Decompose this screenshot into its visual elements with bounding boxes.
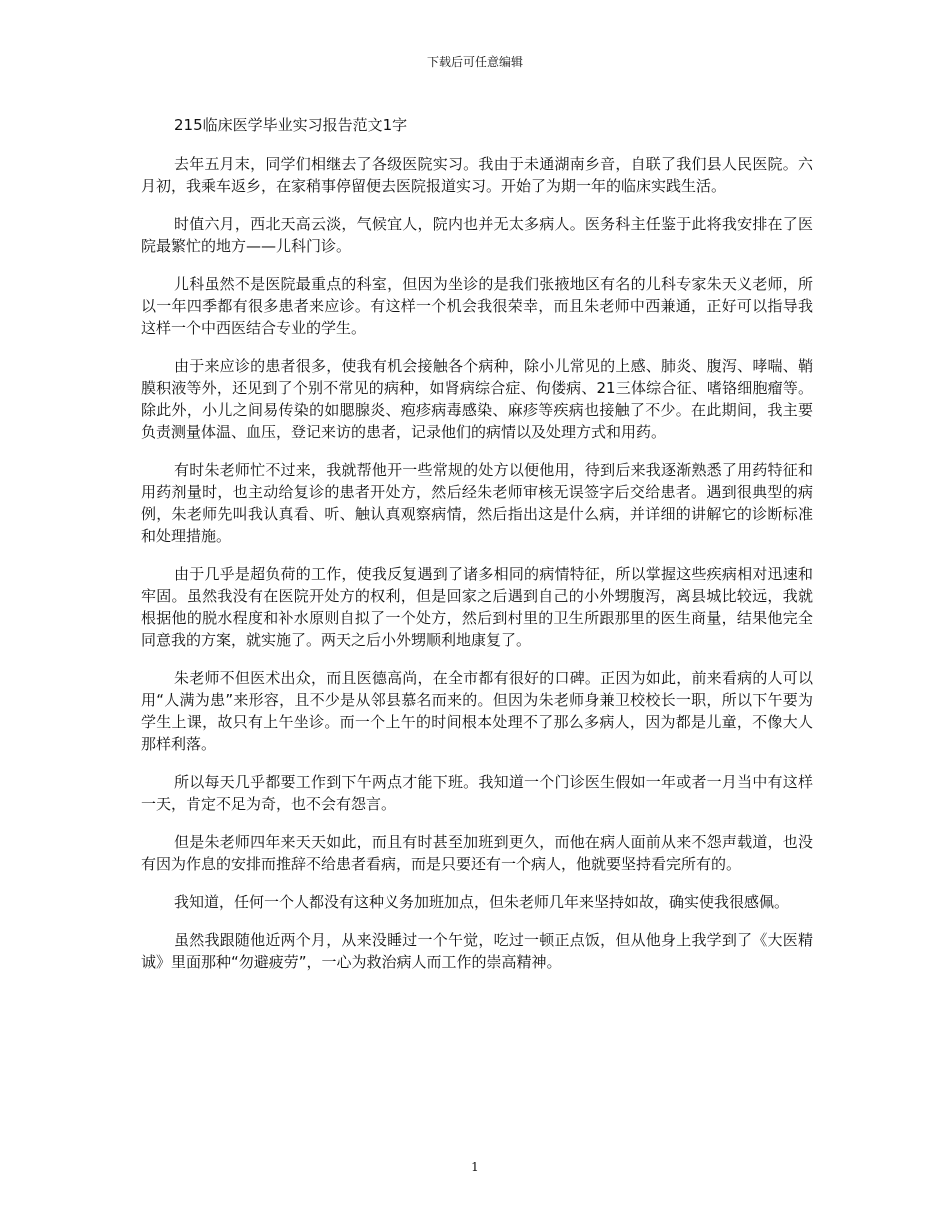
document-body [141,114,813,989]
page-number: 1 [471,1160,479,1174]
paragraph-9: 但是朱老师四年来天天如此，而且有时甚至加班到更久，而他在病人面前从来不怨声载道，也没有因为作息的安排而推辞不给患者看病，而是只要还有一个病人，他就要坚持看完所有的。 [141,833,813,873]
paragraph-5: 有时朱老师忙不过来，我就帮他开一些常规的处方以便他用，待到后来我逐渐熟悉了用药特征和用药剂量时，也主动给复诊的患者开处方，然后经朱老师审核无误签字后交给患者。遇到很典型的病例，朱老师先叫我认真看、听、触认真观察病情，然后指出这是什么病，并详细的讲解它的诊断标准和处理措施。 [141,461,813,545]
document-title: 215临床医学毕业实习报告范文1字 [174,116,408,134]
paragraph-8: 所以每天几乎都要工作到下午两点才能下班。我知道一个门诊医生假如一年或者一月当中有这样一天，肯定不足为奇，也不会有怨言。 [141,773,813,813]
page-header: 下载后可任意编辑 [426,55,523,69]
paragraph-3: 儿科虽然不是医院最重点的科室，但因为坐诊的是我们张掖地区有名的儿科专家朱天义老师，所以一年四季都有很多患者来应诊。有这样一个机会我很荣幸，而且朱老师中西兼通，正好可以指导我这样一个中西医结合专业的学生。 [141,275,813,337]
paragraph-6: 由于几乎是超负荷的工作，使我反复遇到了诸多相同的病情特征，所以掌握这些疾病相对迅速和牢固。虽然我没有在医院开处方的权利，但是回家之后遇到自己的小外甥腹泻，离县城比较远，我就根据他的脱水程度和补水原则自拟了一个处方，然后到村里的卫生所跟那里的医生商量，结果他完全同意我的方案，就实施了。两天之后小外甥顺利地康复了。 [141,565,813,649]
paragraph-7: 朱老师不但医术出众，而且医德高尚，在全市都有很好的口碑。正因为如此，前来看病的人可以用“人满为患”来形容，且不少是从邻县慕名而来的。但因为朱老师身兼卫校校长一职，所以下午要为学生上课，故只有上午坐诊。而一个上午的时间根本处理不了那么多病人，因为都是儿童，不像大人那样利落。 [141,669,813,753]
paragraph-1: 去年五月末，同学们相继去了各级医院实习。我由于未通湖南乡音，自联了我们县人民医院。六月初，我乘车返乡，在家稍事停留便去医院报道实习。开始了为期一年的临床实践生活。 [141,155,813,195]
paragraph-4: 由于来应诊的患者很多，使我有机会接触各个病种，除小儿常见的上感、肺炎、腹泻、哮喘、鞘膜积液等外，还见到了个别不常见的病种，如肾病综合症、佝偻病、21三体综合征、嗜铬细胞瘤等。除此外，小儿之间易传染的如腮腺炎、疱疹病毒感染、麻疹等疾病也接触了不少。在此期间，我主要负责测量体温、血压，登记来访的患者，记录他们的病情以及处理方式和用药。 [141,357,813,441]
paragraph-10: 我知道，任何一个人都没有这种义务加班加点，但朱老师几年来坚持如故，确实使我很感佩。 [174,893,790,911]
paragraph-2: 时值六月，西北天高云淡，气候宜人，院内也并无太多病人。医务科主任鉴于此将我安排在了医院最繁忙的地方——儿科门诊。 [141,215,813,255]
paragraph-11: 虽然我跟随他近两个月，从来没睡过一个午觉，吃过一顿正点饭，但从他身上我学到了《大医精诚》里面那种“勿避疲劳”，一心为救治病人而工作的崇高精神。 [141,931,813,971]
